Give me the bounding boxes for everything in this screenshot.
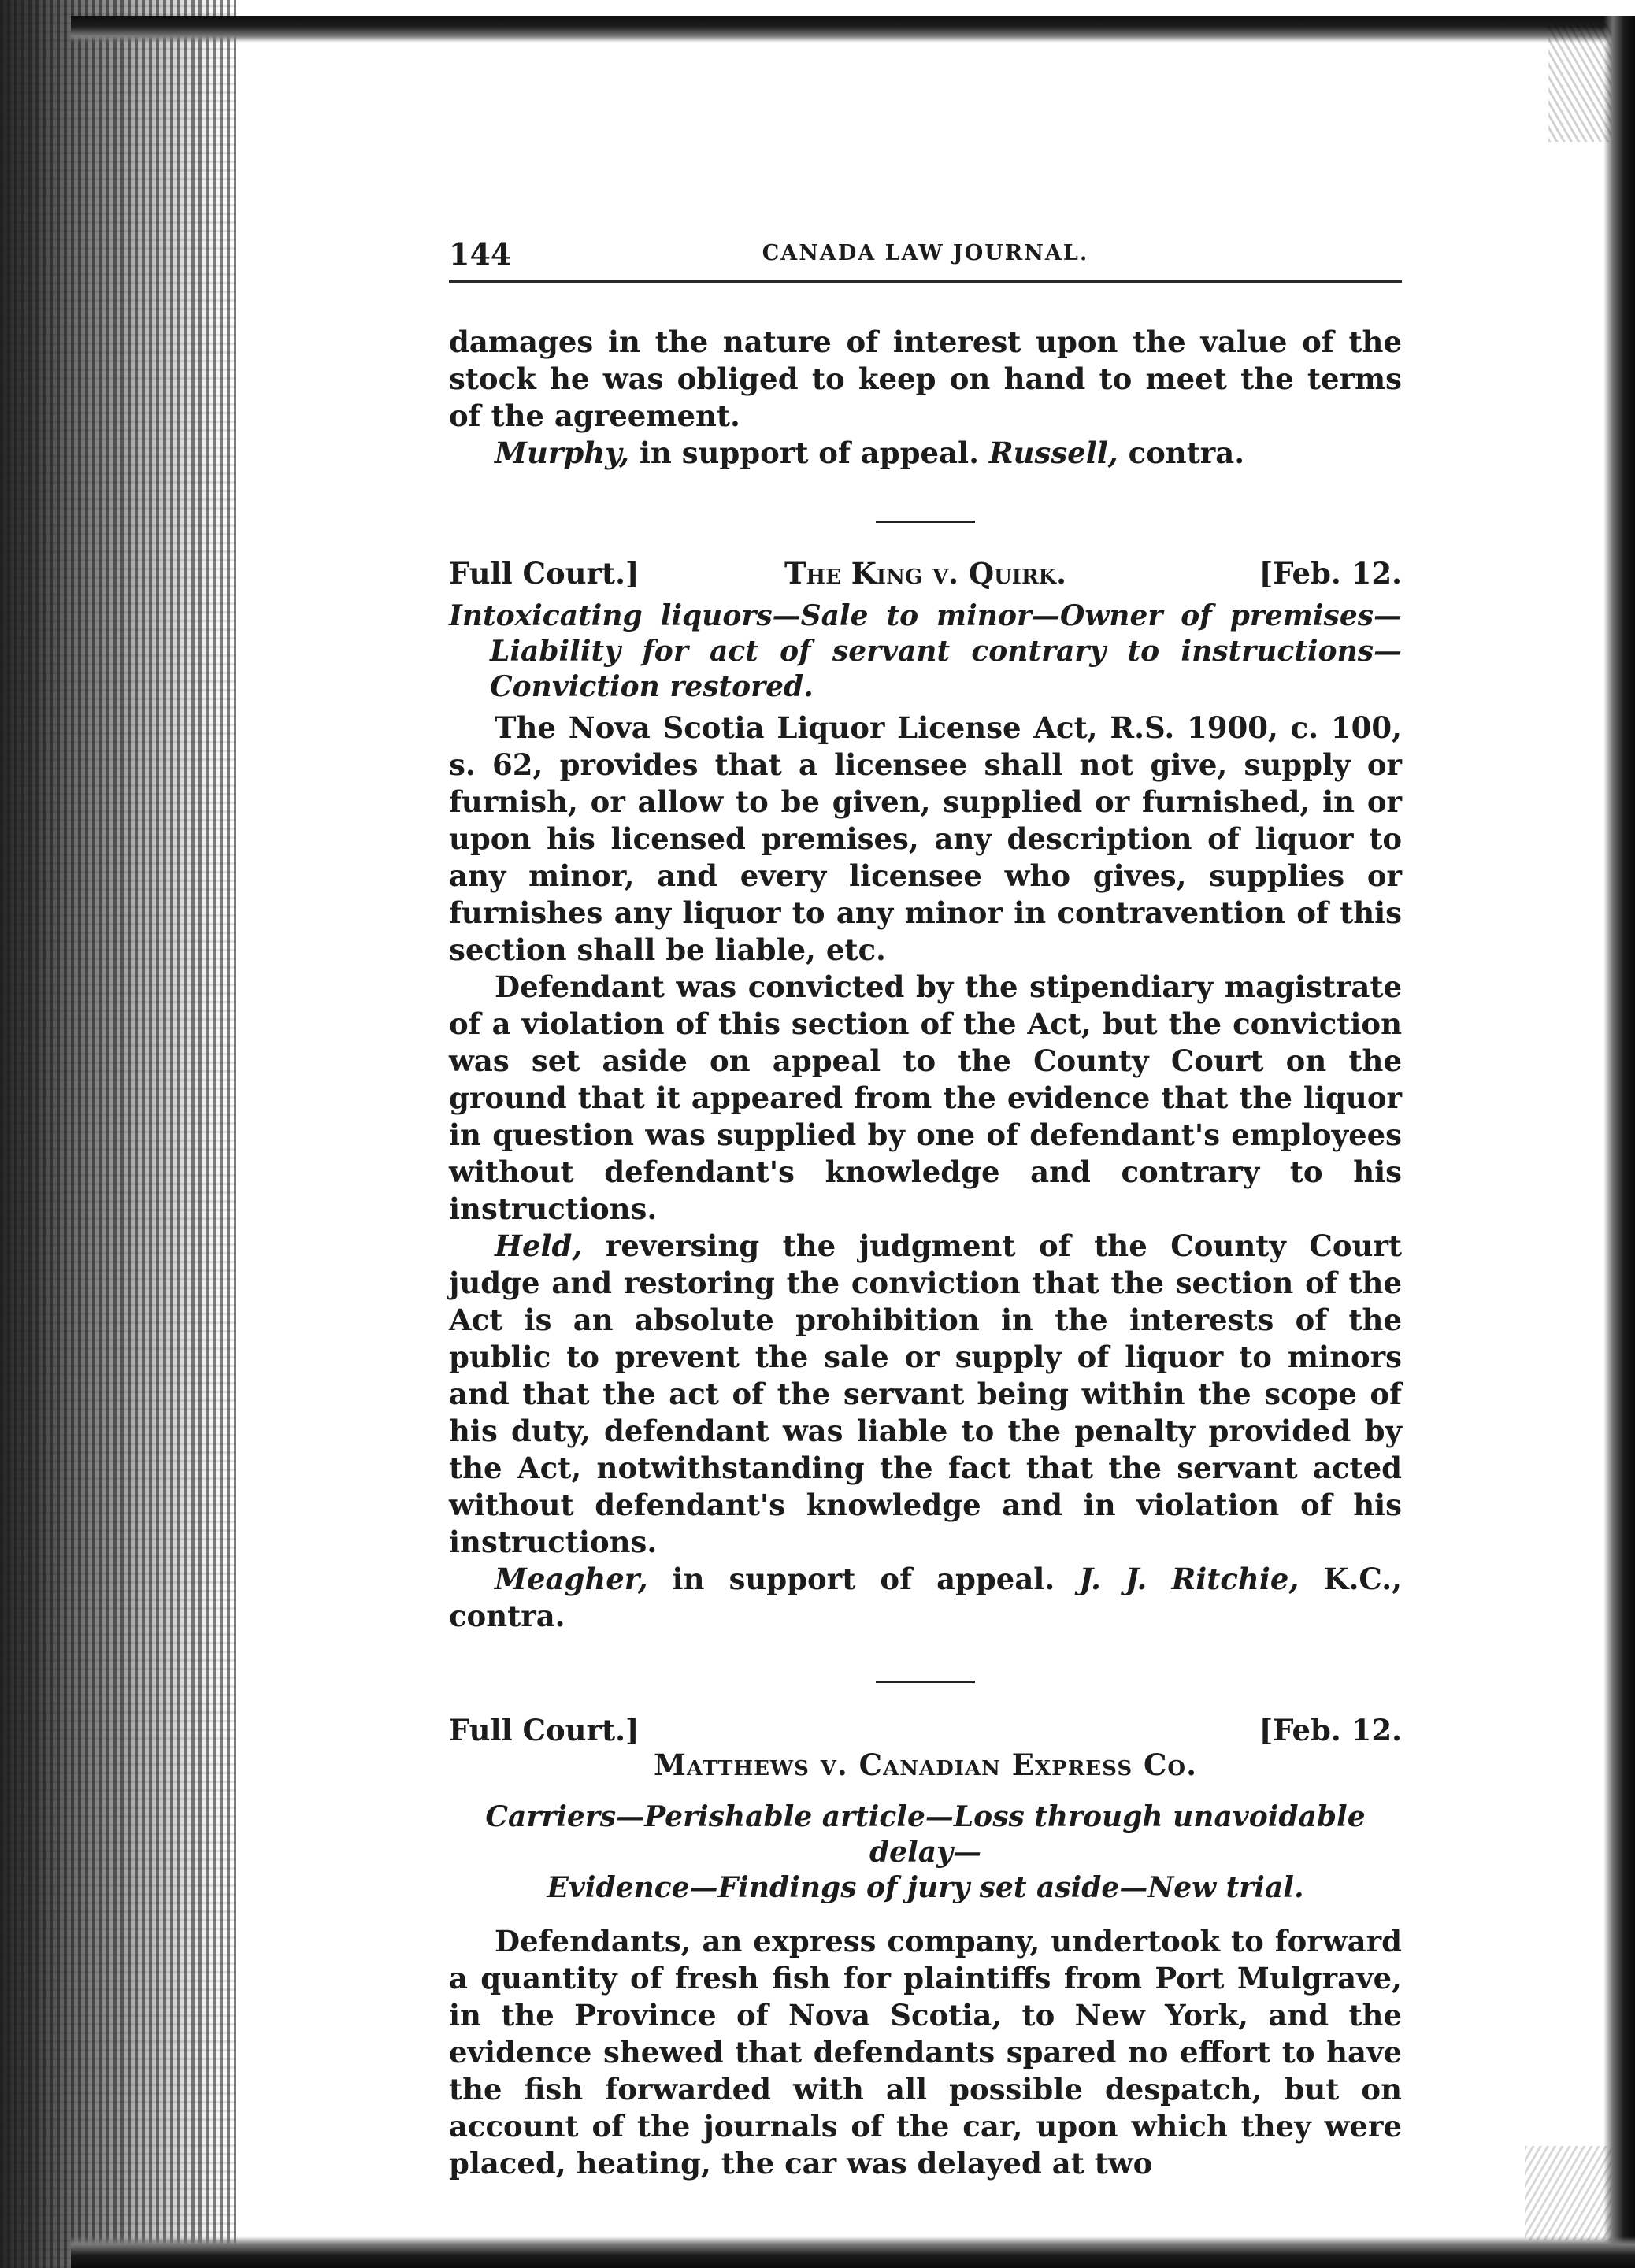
court-label: Full Court.] bbox=[449, 1713, 640, 1747]
held-paragraph bbox=[449, 1228, 1402, 1561]
scan-right-edge bbox=[1603, 16, 1635, 2252]
counsel-appellant: Murphy, bbox=[495, 435, 629, 470]
counsel-line bbox=[449, 435, 1402, 472]
held-text: reversing the judgment of the County Court judge and restoring the conviction that the section of the Act is an absolute prohibition in the interests of the public to prevent the sale or supply of liquor to minors and that the act of the servant being within the scope of his duty, defendant was liable to the penalty provided by the Act, notwithstanding the fact that the servant acted without defendant's knowledge and in violation of his instructions. bbox=[449, 1228, 1402, 1559]
case-headnote bbox=[449, 1799, 1402, 1906]
counsel-end: K.C., contra. bbox=[449, 1562, 1402, 1633]
counsel-respondent: J. J. Ritchie, bbox=[1079, 1562, 1299, 1596]
case-title: The King v. Quirk. bbox=[784, 556, 1067, 591]
court-label: Full Court.] bbox=[449, 556, 640, 591]
corner-smudge bbox=[1548, 24, 1611, 142]
page-number: 144 bbox=[449, 236, 512, 272]
section-divider bbox=[876, 1681, 975, 1683]
headnote-line: Carriers—Perishable article—Loss through unavoidable delay— bbox=[485, 1800, 1366, 1869]
continuation-text: damages in the nature of interest upon the value of the stock he was obliged to keep on hand to meet the terms of the agreement. bbox=[449, 324, 1402, 433]
case-heading bbox=[449, 1713, 1402, 1788]
facts-paragraph: Defendant was convicted by the stipendiary magistrate of a violation of this section of the Act, but the conviction was set aside on appeal to the County Court on the ground that it appeared from the evidence that the liquor in question was supplied by one of defendant's employees without defendant's knowledge and contrary to his instructions. bbox=[449, 969, 1402, 1226]
case-date: [Feb. 12. bbox=[1259, 1713, 1402, 1747]
corner-smudge bbox=[1525, 2146, 1611, 2240]
journal-title: CANADA LAW JOURNAL. bbox=[762, 241, 1089, 265]
counsel-respondent: Russell, bbox=[988, 435, 1118, 470]
statute-paragraph: The Nova Scotia Liquor License Act, R.S. 1900, c. 100, s. 62, provides that a licensee shall not give, supply or furnish, or allow to be given, supplied or furnished, in or upon his licensed premises, any description of liquor to any minor, and every licensee who gives, supplies or furnishes any liquor to any minor in contravention of this section shall be liable, etc. bbox=[449, 710, 1402, 967]
book-binding-shadow bbox=[0, 0, 236, 2268]
scan-bottom-edge bbox=[71, 2236, 1635, 2268]
case-date: [Feb. 12. bbox=[1259, 556, 1402, 591]
section-divider bbox=[876, 521, 975, 523]
case-title: Matthews v. Canadian Express Co. bbox=[654, 1747, 1197, 1782]
counsel-end: contra. bbox=[1118, 435, 1245, 470]
running-head bbox=[449, 236, 1402, 283]
body-paragraph: Defendants, an express company, undertook to forward a quantity of fresh fish for plaintiffs from Port Mulgrave, in the Province of Nova Scotia, to New York, and the evidence shewed that defendants spared no effort to have the fish forwarded with all possible despatch, but on account of the journals of the car, upon which they were placed, heating, the car was delayed at two bbox=[449, 1924, 1402, 2181]
counsel-line bbox=[449, 1561, 1402, 1635]
continuation-block bbox=[449, 324, 1402, 472]
case-heading bbox=[449, 556, 1402, 595]
held-label: Held, bbox=[495, 1228, 583, 1263]
case-body bbox=[449, 710, 1402, 1635]
counsel-mid: in support of appeal. bbox=[628, 435, 989, 470]
case-headnote: Intoxicating liquors—Sale to minor—Owner of premises—Liability for act of servant contrary to instructions—Conviction restored. bbox=[449, 599, 1402, 703]
journal-page bbox=[449, 236, 1402, 2182]
counsel-appellant: Meagher, bbox=[495, 1562, 648, 1596]
counsel-mid: in support of appeal. bbox=[647, 1562, 1080, 1596]
scan-top-edge bbox=[71, 16, 1635, 43]
case-body bbox=[449, 1923, 1402, 2182]
headnote-line: Evidence—Findings of jury set aside—New trial. bbox=[547, 1871, 1304, 1904]
